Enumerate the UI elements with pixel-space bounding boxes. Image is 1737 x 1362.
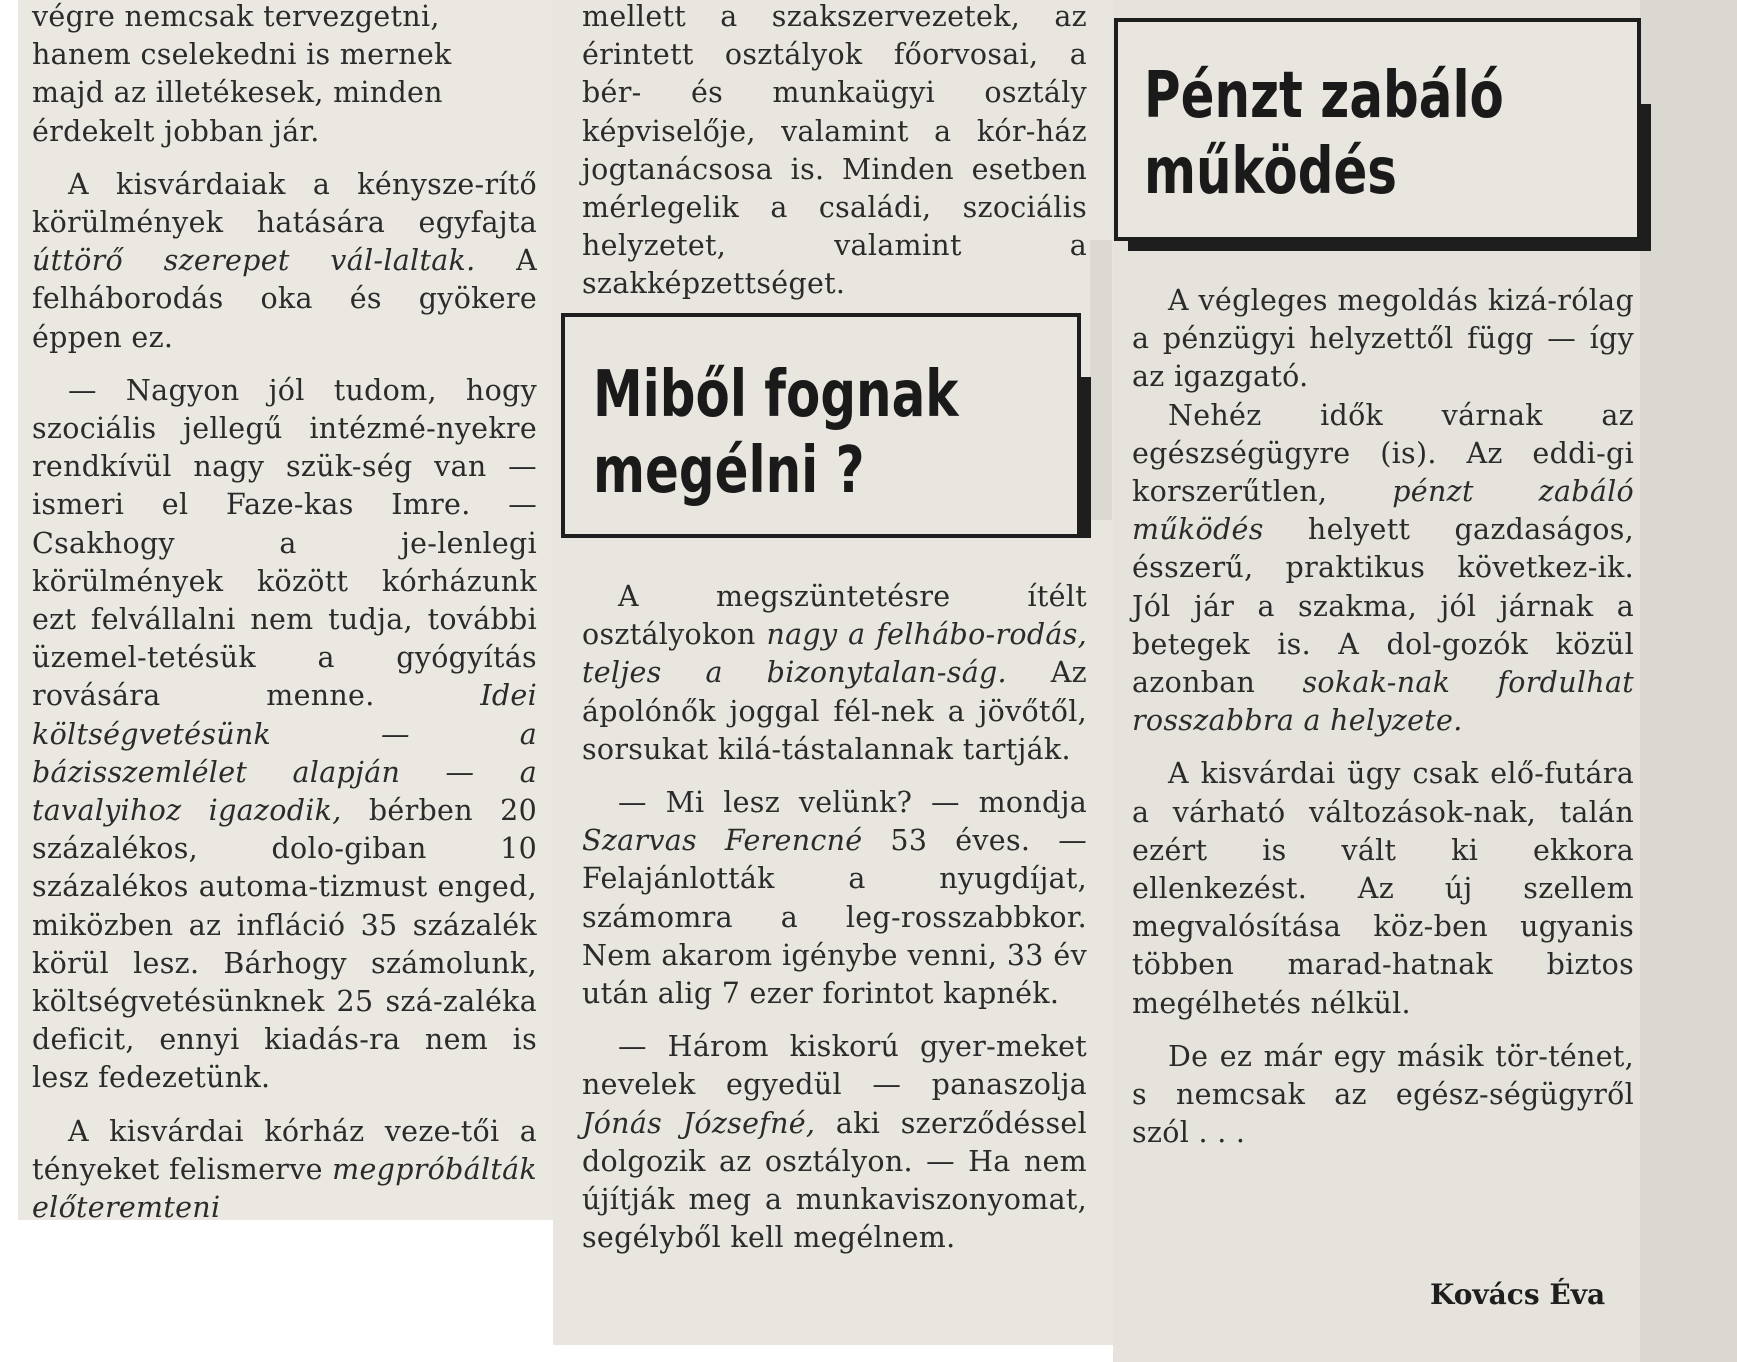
text-run: — Három kiskorú gyer-meket nevelek egyedül — panaszolja [582, 1030, 1087, 1102]
subheading-box [1114, 18, 1641, 241]
text-run: A kisvárdai kórház veze-tői a tényeket felismerve [32, 1114, 537, 1186]
emphasized-text: úttörő szerepet vál-laltak. [32, 244, 476, 278]
article-column-2-continued [582, 578, 1087, 1257]
text-run: bérben 20 százalékos, dolo-giban 10 százalékos automa-tizmust enged, miközben az infláció 35 százalék körül lesz. Bárhogy számolunk, költségvetésünknek 25 szá-zaléka deficit, ennyi kiadás-ra nem is lesz fedezetünk. [32, 794, 537, 1095]
paragraph: mellett a szakszervezetek, az érintett osztályok főorvosai, a bér- és munkaügyi osztály képviselője, valamint a kór-ház jogtanácsosa is. Minden esetben mérlegelik a családi, szociális helyzetet, valamint a szakképzettséget. [582, 0, 1087, 301]
emphasized-text: Jónás Józsefné, [582, 1106, 816, 1140]
emphasized-text: megpróbálták előteremteni [32, 1152, 537, 1225]
text-run: 53 éves. — Felajánlották a nyugdíjat, számomra a leg-rosszabbkor. Nem akarom igénybe venni, 33 év után alig 7 ezer forintot kapnék. [582, 824, 1088, 1011]
subheading-line: Miből fognak [593, 358, 959, 432]
article-column-2 [582, 0, 1087, 304]
text-run: A kisvárdaiak a kénysze-rítő körülmények hatására egyfajta [32, 167, 537, 240]
emphasized-text: Szarvas Ferencné [582, 824, 863, 858]
text-line: végre nemcsak tervezgetni, [32, 0, 440, 33]
left-margin [0, 0, 18, 1220]
box-shadow [1641, 104, 1651, 251]
paragraph: De ez már egy másik tör-ténet, s nemcsak az egész-ségügyről szól . . . [1132, 1039, 1634, 1150]
text-line: majd az illetékesek, minden [32, 76, 443, 110]
bottom-edge [553, 1345, 1113, 1362]
subheading [593, 357, 958, 509]
text-line: hanem cselekedni is mernek [32, 38, 452, 72]
bleed-through-shadow [1090, 240, 1112, 520]
subheading-line: Pénzt zabáló [1144, 59, 1504, 133]
text-run: aki szerződéssel dolgozik az osztályon. — Ha nem újítják meg a munkaviszonyomat, segélyből kell megélnem. [582, 1106, 1087, 1255]
text-run: A felháborodás oka és gyökere éppen ez. [32, 244, 537, 354]
paragraph: A kisvárdai ügy csak elő-futára a várható változások-nak, talán ezért is vált ki ekkora ellenkezést. Az új szellem megvalósítása köz-ben ugyanis többen marad-hatnak biztos megélhetés nélkül. [1132, 757, 1634, 1020]
paragraph [32, 1113, 537, 1228]
text-run: helyett gazdaságos, ésszerű, praktikus következ-ik. Jól jár a szakma, jól járnak a betegek is. A dol-gozók közül azonban [1132, 513, 1634, 700]
emphasized-text: Idei költségvetésünk — a bázisszemlélet alapján — a tavalyihoz igazodik, [32, 679, 537, 828]
text-run: Az ápolónők joggal fél-nek a jövőtől, sorsukat kilá-tástalannak tartják. [582, 656, 1087, 766]
text-run: Nehéz idők várnak az egészségügyre (is). Az eddi-gi korszerűtlen, [1132, 398, 1634, 509]
box-shadow [1128, 241, 1651, 251]
subheading-line: megélni ? [593, 434, 865, 508]
paragraph [32, 0, 537, 151]
paragraph [582, 1028, 1087, 1257]
subheading-line: működés [1144, 135, 1398, 209]
emphasized-text: nagy a felhábo-rodás, teljes a bizonytalan-ság. [582, 618, 1087, 690]
text-run: — Mi lesz velünk? — mondja [618, 786, 1087, 820]
emphasized-text: pénzt zabáló működés [1132, 475, 1634, 547]
text-run: — Nagyon jól tudom, hogy szociális jellegű intézmé-nyekre rendkívül nagy szük-ség van — ismeri el Faze-kas Imre. — Csakhogy a je-lenlegi körülmények között kórházunk ezt felvállalni nem tudja, további üzemel-tetésük a gyógyítás rovására menne. [32, 373, 537, 713]
author-byline: Kovács Éva [1430, 1278, 1606, 1311]
article-column-1 [32, 0, 537, 1227]
bleed-through-shadow [1640, 0, 1737, 1362]
emphasized-text: sokak-nak fordulhat rosszabbra a helyzete. [1132, 666, 1634, 738]
article-column-3 [1132, 282, 1634, 1152]
subheading-box [561, 313, 1081, 538]
paragraph [32, 166, 537, 357]
paragraph [32, 372, 537, 1098]
subheading [1144, 58, 1504, 210]
paragraph [582, 784, 1087, 1013]
text-line: érdekelt jobban jár. [32, 114, 320, 148]
box-shadow [1081, 377, 1091, 538]
text-run: A megszüntetésre ítélt osztályokon [582, 580, 1087, 652]
paragraph: A végleges megoldás kizá-rólag a pénzügyi helyzettől függ — így az igazgató. [1132, 284, 1634, 394]
paragraph [1132, 397, 1634, 741]
cut-out-corner [0, 1220, 553, 1362]
paragraph [582, 578, 1087, 769]
